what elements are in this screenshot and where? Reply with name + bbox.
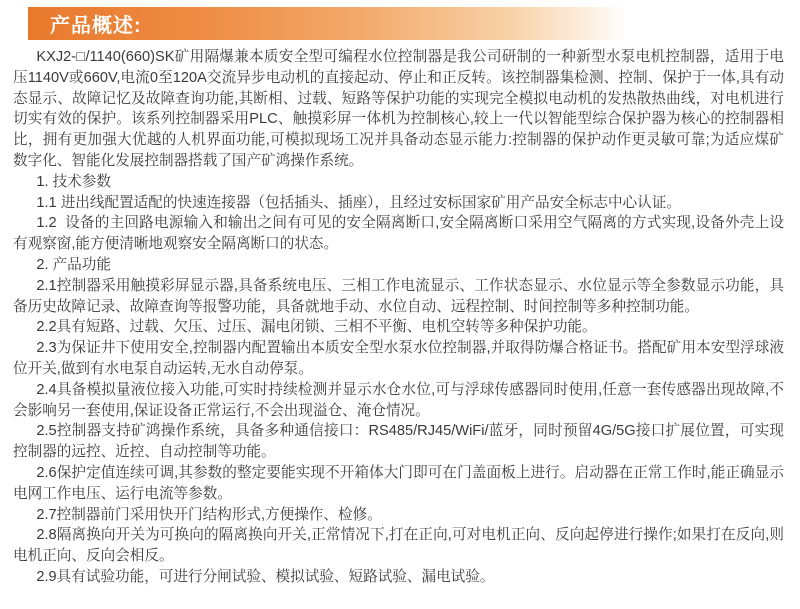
section-heading-tech-params: 1. 技术参数 [36,173,111,190]
paragraph-2-7: 2.7控制器前门采用快开门结构形式,方便操作、检修。 [36,506,382,523]
page-title: 产品概述: [50,15,142,37]
paragraph-1-1: 1.1 进出线配置适配的快速连接器（包括插头、插座），且经过安标国家矿用产品安全标志中心认证。 [36,194,681,211]
paragraph-2-2: 2.2具有短路、过载、欠压、过压、漏电闭锁、三相不平衡、电机空转等多种保护功能。 [36,319,597,336]
paragraph-2-5: 2.5控制器支持矿鸿操作系统，具备多种通信接口：RS485/RJ45/WiFi/蓝牙，同时预留4G/5G接口扩展位置，可实现控制器的远控、近控、自动控制等功能。 [13,423,784,461]
section-heading-product-functions: 2. 产品功能 [36,256,111,273]
section-header-banner [28,7,648,40]
paragraph-2-3: 2.3为保证井下使用安全,控制器内配置输出本质安全型水泵水位控制器,并取得防爆合格证书。搭配矿用本安型浮球液位开关,做到有水电泵自动运转,无水自动停泵。 [13,340,784,377]
paragraph-intro: KXJ2-□/1140(660)SK矿用隔爆兼本质安全型可编程水位控制器是我公司研制的一种新型水泵电机控制器，适用于电压1140V或660V,电流0至120A交流异步电动机的直接起动、停止和正反转。该控制器集检测、控制、保护于一体,具有动态显示、故障记忆及故障查询功能,其断相、过载、短路等保护功能的实现完全模拟电动机的发热散热曲线，对电机进行切实有效的保护。该系列控制器采用PLC、触摸彩屏一体机为控制核心,较上一代以智能型综合保护器为核心的控制器相比，拥有更加强大优越的人机界面功能,可模拟现场工况并具备动态显示能力:控制器的保护动作更灵敏可靠;为适应煤矿数字化、智能化发展控制器搭载了国产矿鸿操作系统。 [13,49,784,169]
paragraph-2-8: 2.8隔离换向开关为可换向的隔离换向开关,正常情况下,打在正向,可对电机正向、反向起停进行操作;如果打在反向,则电机正向、反向会相反。 [13,527,784,565]
paragraph-2-6: 2.6保护定值连续可调,其参数的整定要能实现不开箱体大门即可在门盖面板上进行。启动器在正常工作时,能正确显示电网工作电压、运行电流等参数。 [13,464,784,502]
document-page [0,7,800,609]
paragraph-1-2: 1.2 设备的主回路电源输入和输出之间有可见的安全隔离断口,安全隔离断口采用空气隔离的方式实现,设备外壳上设有观察窗,能方便清晰地观察安全隔离断口的状态。 [13,215,784,253]
paragraph-2-1: 2.1控制器采用触摸彩屏显示器,具备系统电压、三相工作电流显示、工作状态显示、水位显示等全参数显示功能，具备历史故障记录、故障查询等报警功能，具备就地手动、水位自动、远程控制、时间控制等多种控制功能。 [13,277,784,315]
paragraph-2-9: 2.9具有试验功能，可进行分闸试验、模拟试验、短路试验、漏电试验。 [36,568,495,585]
document-body [0,40,800,588]
paragraph-2-4: 2.4具备模拟量液位接入功能,可实时持续检测并显示水仓水位,可与浮球传感器同时使用,任意一套传感器出现故障,不会影响另一套使用,保证设备正常运行,不会出现溢仓、淹仓情况。 [13,381,784,419]
